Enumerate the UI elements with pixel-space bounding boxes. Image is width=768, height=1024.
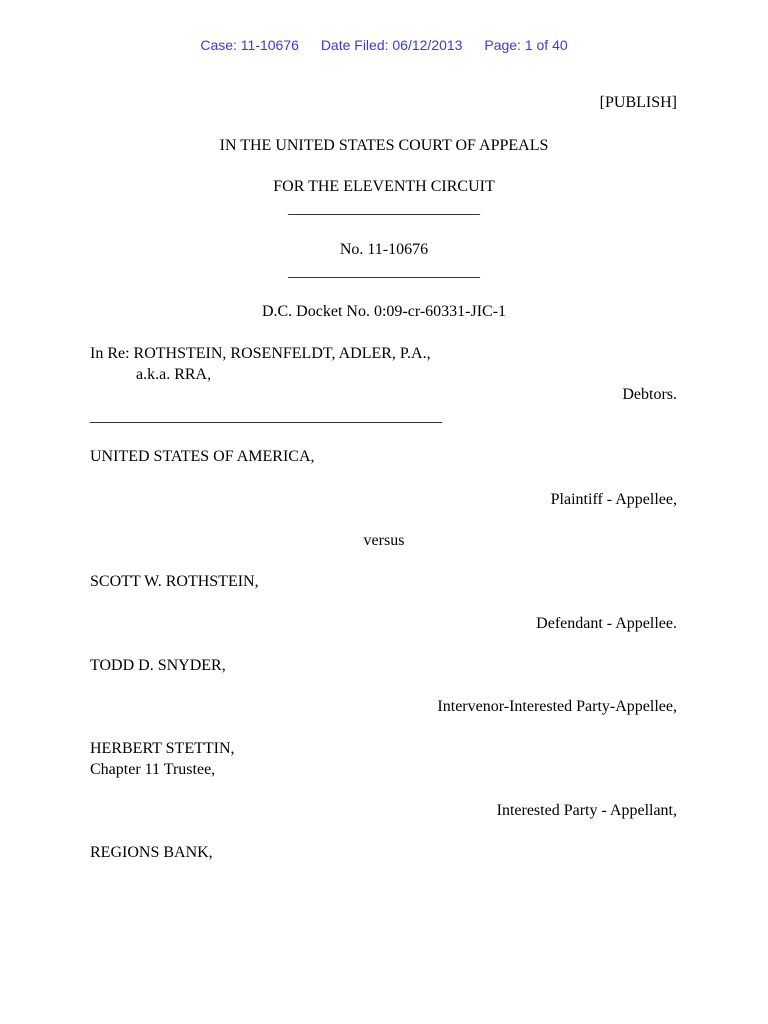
- party-role: Intervenor-Interested Party-Appellee,: [437, 698, 677, 715]
- caption-rule: ____________________________________________: [90, 408, 442, 425]
- party-title: Chapter 11 Trustee,: [90, 761, 216, 778]
- party-name: REGIONS BANK,: [90, 844, 213, 861]
- page-count-stamp: Page: 1 of 40: [484, 37, 568, 53]
- publish-tag: [PUBLISH]: [599, 94, 677, 111]
- versus-label: versus: [363, 532, 405, 549]
- party-name: TODD D. SNYDER,: [90, 657, 226, 674]
- docket-number: D.C. Docket No. 0:09-cr-60331-JIC-1: [261, 303, 507, 320]
- filing-stamp: [0, 37, 768, 53]
- number-rule: ________________________: [288, 263, 480, 280]
- party-role: Plaintiff - Appellee,: [550, 491, 677, 508]
- date-filed-stamp: Date Filed: 06/12/2013: [320, 37, 463, 53]
- party-role: Interested Party - Appellant,: [496, 802, 677, 819]
- aka-line: a.k.a. RRA,: [136, 366, 212, 383]
- case-number-stamp: Case: 11-10676: [200, 37, 299, 53]
- in-re-line: In Re: ROTHSTEIN, ROSENFELDT, ADLER, P.A.,: [90, 345, 431, 362]
- debtors-label: Debtors.: [622, 386, 677, 403]
- party-name: HERBERT STETTIN,: [90, 740, 235, 757]
- circuit-title: FOR THE ELEVENTH CIRCUIT: [273, 178, 495, 195]
- party-name: UNITED STATES OF AMERICA,: [90, 448, 315, 465]
- party-name: SCOTT W. ROTHSTEIN,: [90, 573, 259, 590]
- court-title: IN THE UNITED STATES COURT OF APPEALS: [219, 137, 549, 154]
- title-rule: ________________________: [288, 200, 480, 217]
- appeal-number: No. 11-10676: [339, 241, 429, 258]
- party-role: Defendant - Appellee.: [536, 615, 677, 632]
